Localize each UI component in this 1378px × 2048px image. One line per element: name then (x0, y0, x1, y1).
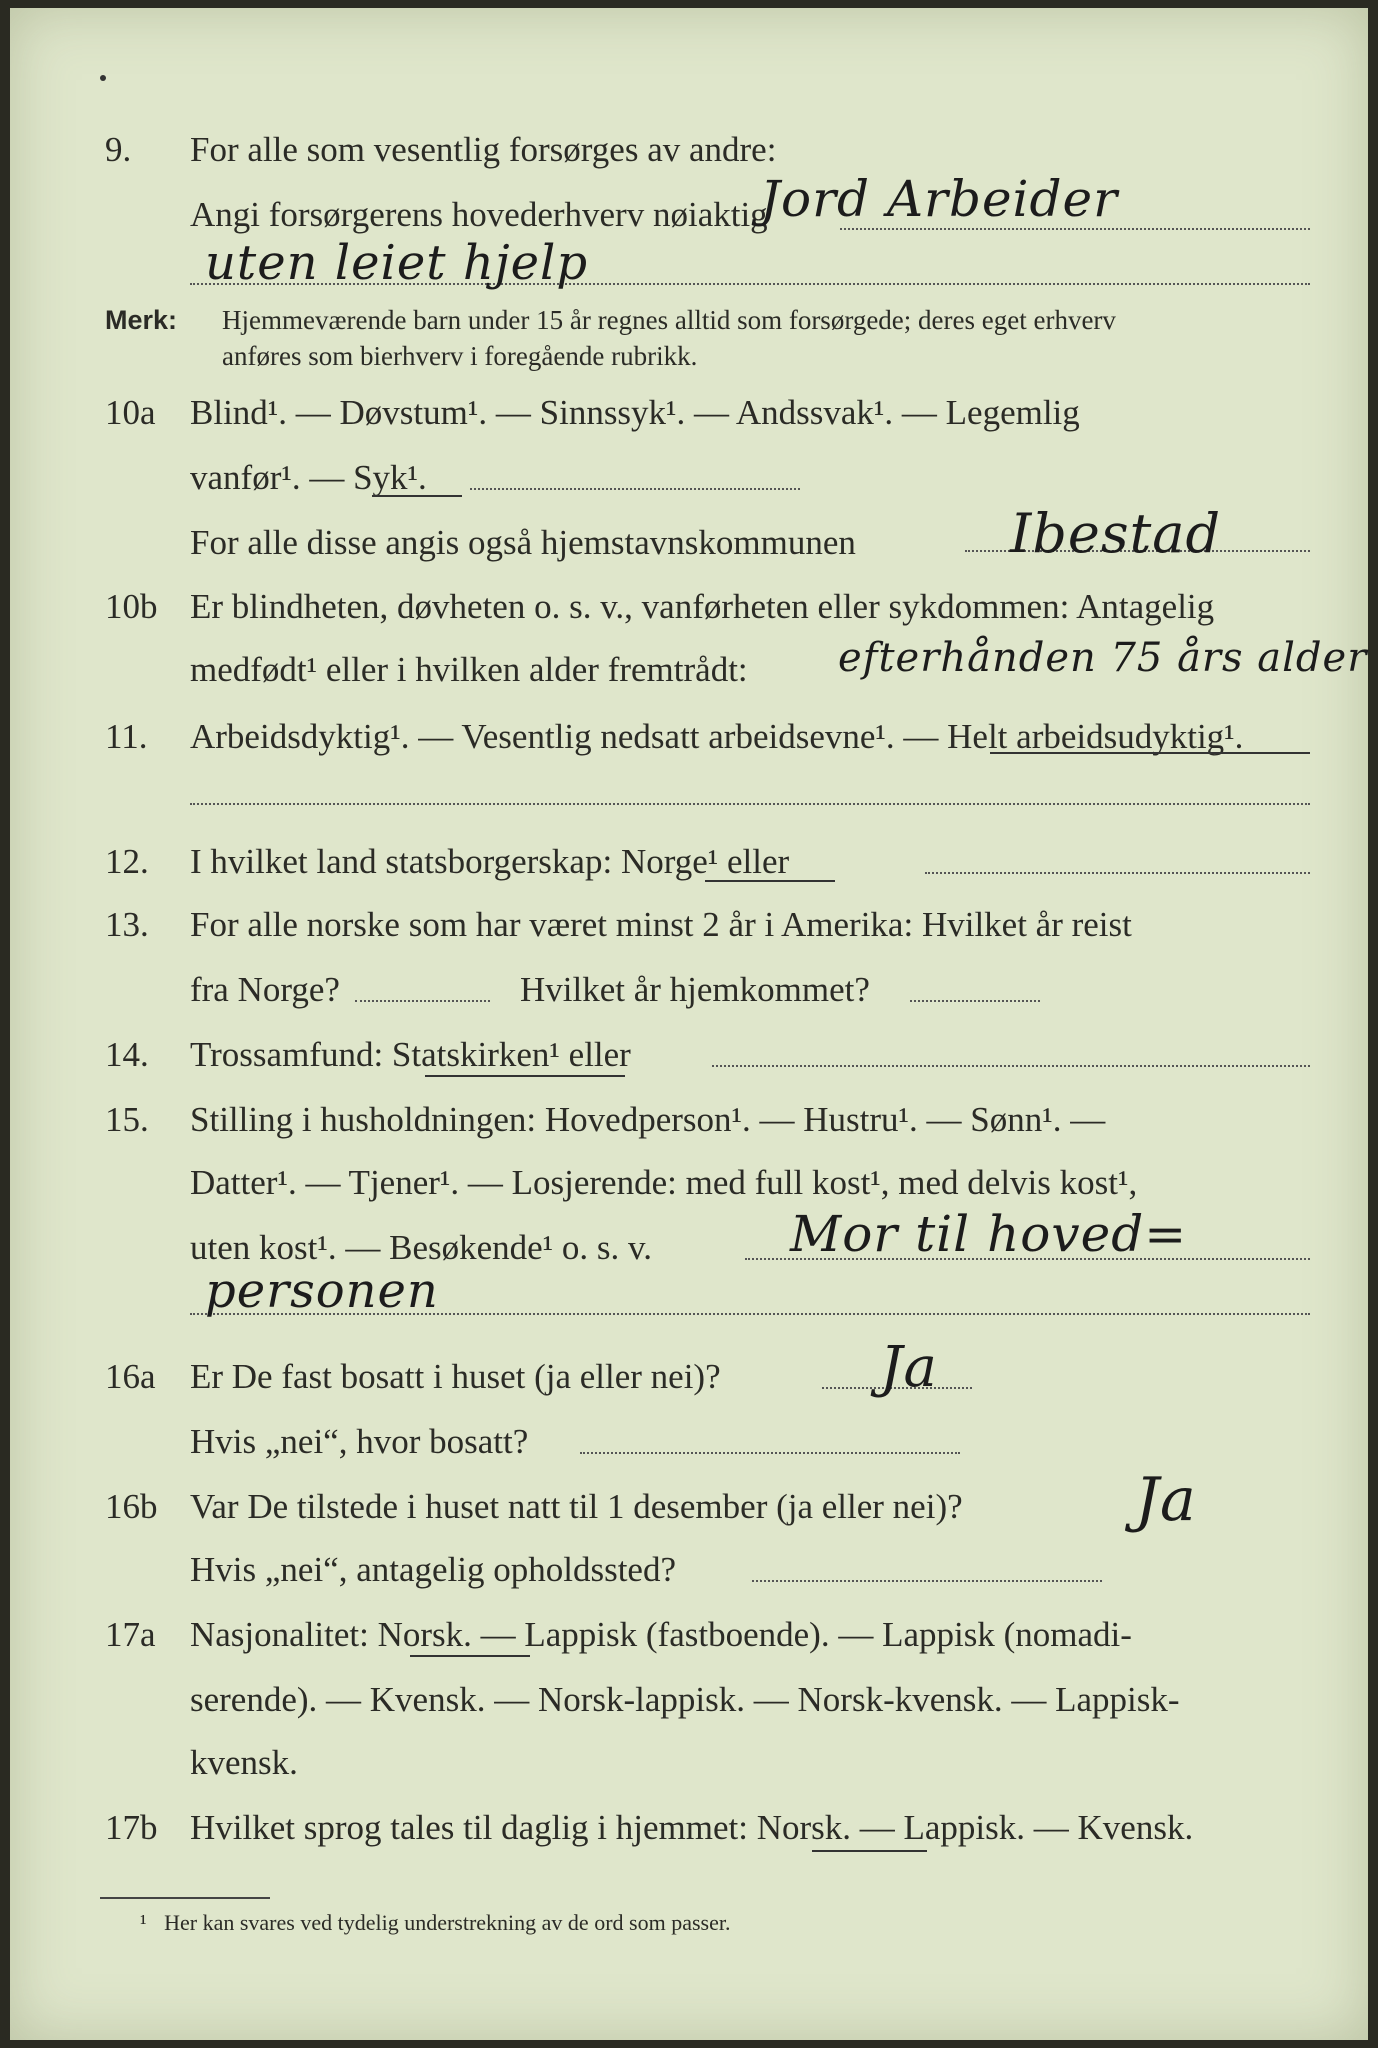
handwritten-answer: Ja (1135, 1465, 1197, 1535)
question-text: For alle som vesentlig forsørges av andre: (190, 130, 777, 169)
question-text: I hvilket land statsborgerskap: Norge¹ eller (190, 842, 790, 881)
footnote (140, 1910, 730, 1936)
question-text: For alle disse angis også hjemstavnskommunen (190, 523, 856, 562)
question-text: Nasjonalitet: Norsk. — Lappisk (fastboende). — Lappisk (nomadi- (190, 1615, 1132, 1654)
answer-line (752, 1580, 1102, 1582)
question-text: kvensk. (190, 1743, 298, 1782)
question-text: Blind¹. — Døvstum¹. — Sinnssyk¹. — Andssvak¹. — Legemlig (190, 393, 1080, 432)
note-line1 (0, 300, 1378, 340)
question-number: 14. (105, 1035, 149, 1074)
question-number: 10a (105, 393, 156, 432)
note-text: Hjemmeværende barn under 15 år regnes alltid som forsørgede; deres eget erhverv (222, 305, 1116, 335)
question-number: 15. (105, 1100, 149, 1139)
question-text: Datter¹. — Tjener¹. — Losjerende: med full kost¹, med delvis kost¹, (190, 1163, 1138, 1202)
underline-mark (410, 1655, 530, 1657)
question-number: 16b (105, 1487, 158, 1526)
footnote-text: Her kan svares ved tydelig understrekning av de ord som passer. (164, 1910, 731, 1935)
answer-line (925, 872, 1310, 874)
handwritten-answer: Ibestad (1010, 502, 1222, 565)
handwritten-answer: uten leiet hjelp (205, 235, 589, 291)
underline-mark (812, 1850, 927, 1852)
note-label: Merk: (105, 305, 178, 335)
question-text: Angi forsørgerens hovederhverv nøiaktig (190, 195, 768, 234)
underline-mark (705, 880, 835, 882)
question-text: For alle norske som har været minst 2 år i Amerika: Hvilket år reist (190, 905, 1132, 944)
question-text: Hvilket år hjemkommet? (520, 970, 870, 1009)
question-text: Var De tilstede i huset natt til 1 desember (ja eller nei)? (190, 1487, 963, 1526)
handwritten-answer: Jord Arbeider (760, 170, 1119, 228)
question-text: Hvilket sprog tales til daglig i hjemmet: Norsk. — Lappisk. — Kvensk. (190, 1808, 1194, 1847)
question-text: Hvis „nei“, hvor bosatt? (190, 1422, 529, 1461)
footnote-marker: ¹ (140, 1910, 147, 1935)
note-text: anføres som bierhverv i foregående rubrikk. (222, 341, 698, 371)
question-number: 11. (105, 717, 148, 756)
answer-line (712, 1065, 1310, 1067)
answer-line (840, 228, 1310, 230)
footnote-rule (100, 1897, 270, 1899)
handwritten-answer: Mor til hoved= (790, 1205, 1188, 1263)
answer-line (580, 1452, 960, 1454)
question-text: Trossamfund: Statskirken¹ eller (190, 1035, 631, 1074)
question-text: Stilling i husholdningen: Hovedperson¹. — Hustru¹. — Sønn¹. — (190, 1100, 1106, 1139)
answer-line (910, 1000, 1040, 1002)
question-number: 16a (105, 1357, 156, 1396)
underline-mark (372, 495, 462, 497)
handwritten-answer: personen (205, 1263, 439, 1319)
underline-mark (425, 1075, 625, 1077)
handwritten-answer: Ja (880, 1335, 938, 1400)
question-number: 9. (105, 130, 132, 169)
question-text: serende). — Kvensk. — Norsk-lappisk. — Norsk-kvensk. — Lappisk- (190, 1680, 1180, 1719)
question-text: Arbeidsdyktig¹. — Vesentlig nedsatt arbeidsevne¹. — Helt arbeidsudyktig¹. (190, 717, 1244, 756)
answer-line (355, 1000, 490, 1002)
answer-line (470, 488, 800, 490)
question-text: uten kost¹. — Besøkende¹ o. s. v. (190, 1228, 653, 1267)
question-number: 17a (105, 1615, 156, 1654)
question-number: 10b (105, 587, 158, 626)
question-text: fra Norge? (190, 970, 340, 1009)
question-text: medfødt¹ eller i hvilken alder fremtrådt: (190, 650, 748, 689)
question-number: 13. (105, 905, 149, 944)
question-text: Er De fast bosatt i huset (ja eller nei)? (190, 1357, 721, 1396)
question-number: 17b (105, 1808, 158, 1847)
answer-line (190, 803, 1310, 805)
question-number: 12. (105, 842, 149, 881)
question-text: Er blindheten, døvheten o. s. v., vanførheten eller sykdommen: Antagelig (190, 587, 1215, 626)
handwritten-answer: efterhånden 75 års alder (838, 635, 1368, 681)
ink-dot (100, 75, 106, 81)
underline-mark (990, 752, 1310, 754)
question-text: Hvis „nei“, antagelig opholdssted? (190, 1550, 676, 1589)
question-text: vanfør¹. — Syk¹. (190, 458, 427, 497)
